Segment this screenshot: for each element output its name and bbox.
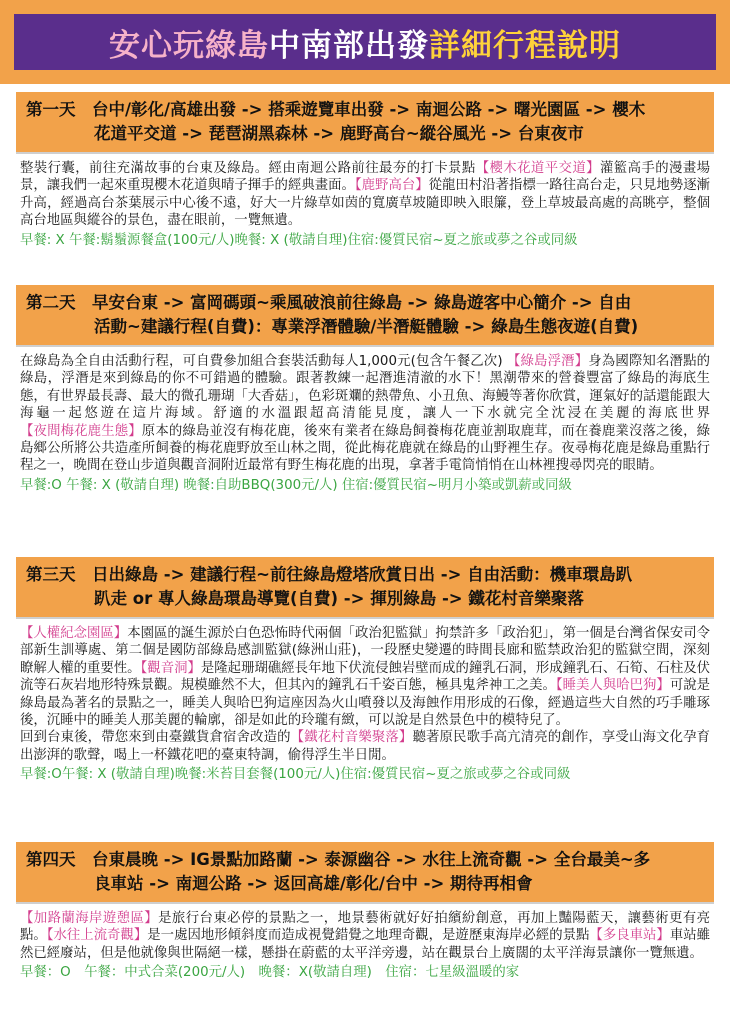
day-1-section xyxy=(16,92,714,250)
title-part-3: 詳細行程說明 xyxy=(429,27,621,64)
day-2-header-line2: 活動~建議行程(自費)：專業浮潛體驗/半潛艇體驗 -> 綠島生態夜遊(自費) xyxy=(94,317,639,336)
highlight-term: 【人權紀念園區】 xyxy=(20,626,128,641)
title-part-2: 中南部出發 xyxy=(269,27,429,64)
description-text: 是旅行台東必停的景點之一，地景藝術就好好拍繽紛創意，再加上豔陽藍天，讓藝術更有亮點。 xyxy=(20,911,711,944)
description-text: 車站雖然已經廢站，但是他就像與世隔絕一樣，懸掛在蔚藍的太平洋旁邊，站在觀景台上廣闊的太平洋海景讓你一覽無遺。 xyxy=(20,928,710,961)
day-2-section xyxy=(16,285,714,495)
day-1-header-line1: 第一天 台中/彰化/高雄出發 -> 搭乘遊覽車出發 -> 南迴公路 -> 曙光園區 -> 櫻木 xyxy=(26,100,646,119)
day-3-meals: 早餐:O午餐: X (敬請自理)晚餐:米苔目套餐(100元/人)住宿:優質民宿~夏之旅或夢之谷或同級 xyxy=(20,767,571,783)
day-2-meals: 早餐:O 午餐: X (敬請自理) 晚餐:自助BBQ(300元/人) 住宿:優質民宿~明月小築或凱薪或同級 xyxy=(20,477,572,493)
day-1-header-line2: 花道平交道 -> 琵琶湖黑森林 -> 鹿野高台~縱谷風光 -> 台東夜市 xyxy=(94,124,584,143)
day-1-meals: 早餐: X 午餐:鬍鬚源餐盒(100元/人)晚餐: X (敬請自理)住宿:優質民宿~夏之旅或夢之谷或同級 xyxy=(20,232,578,248)
description-text: 原本的綠島並沒有梅花鹿，後來有業者在綠島飼養梅花鹿並割取鹿茸，而在養鹿業沒落之後，綠島鄉公所將公共造產所飼養的梅花鹿野放至山林之間，從此梅花鹿就在綠島的山野裡生存。夜尋梅花鹿是綠島重點行程之一，晚間在登山步道與觀音洞附近最常有野生梅花鹿的出現，拿著手電筒悄悄在山林裡搜尋閃亮的眼睛。 xyxy=(20,423,711,474)
description-text: 本園區的誕生源於白色恐怖時代兩個「政治犯監獄」拘禁許多「政治犯」，第一個是台灣省保安司令部新生訓導處、第二個是國防部綠島感訓監獄(綠洲山莊)，一段歷史變遷的時間長廊和監禁政治犯的監獄空間，深刻瞭解人權的重要性。 xyxy=(20,626,711,676)
highlight-term: 【夜間梅花鹿生態】 xyxy=(20,423,142,439)
highlight-term: 【綠島浮潛】 xyxy=(506,354,589,369)
description-text: 在綠島為全自由活動行程，可自費參加組合套裝活動每人1,000元(包含午餐乙次) xyxy=(20,354,507,369)
description-text: 聽著原民歌手高亢清亮的創作，享受山海文化孕育出澎湃的歌聲，喝上一杯鐵花吧的臺東特調，偷得浮生半日閒。 xyxy=(20,730,711,763)
day-1-description xyxy=(16,154,714,230)
title-banner xyxy=(0,0,730,84)
description-text: 整裝行囊，前往充滿故事的台東及綠島。經由南迴公路前往最夯的打卡景點 xyxy=(20,161,476,176)
day-3-section xyxy=(16,557,714,784)
day-2-header-line1: 第二天 早安台東 -> 富岡碼頭~乘風破浪前往綠島 -> 綠島遊客中心簡介 -> 自由 xyxy=(26,293,632,312)
day-2-header xyxy=(16,285,714,347)
description-text: 身為國際知名潛點的綠島，浮潛是來到綠島的你不可錯過的體驗。跟著教練一起潛進清澈的水下！黑潮帶來的營養豐富了綠島的海底生態，有世界最長壽、最大的微孔珊瑚「大香菇」，色彩斑斕的熱帶魚、小丑魚、海鰻等著你欣賞，運氣好的話還能跟大海龜一起悠遊在這片海域。舒適的水溫跟超高清能見度，讓人一下水就完全沈浸在美麗的海底世界 xyxy=(20,354,711,422)
day-4-meals: 早餐：O 午餐：中式合菜(200元/人) 晚餐：X(敬請自理) 住宿：七星級溫暖的家 xyxy=(20,965,520,981)
day-2-description xyxy=(16,347,714,475)
day-4-header-line2: 良車站 -> 南迴公路 -> 返回高雄/彰化/台中 -> 期待再相會 xyxy=(94,874,533,893)
description-text: 可說是綠島最為著名的景點之一，睡美人與哈巴狗這座因為火山噴發以及海蝕作用形成的石像，經過這些大自然的巧手雕琢後，沉睡中的睡美人那美麗的輪廓，卻是如此的玲瓏有緻，可以說是自然景色中的模特兒了。 xyxy=(20,678,710,729)
highlight-term: 【櫻木花道平交道】 xyxy=(475,161,600,176)
description-text: 是隆起珊瑚礁經長年地下伏流侵蝕岩壁而成的鐘乳石洞，形成鐘乳石、石筍、石柱及伏流等石灰岩地形特殊景觀。規模雖然不大，但其內的鐘乳石千姿百態，極具鬼斧神工之美。 xyxy=(20,660,711,694)
day-3-header-line2: 趴走 or 專人綠島環島導覽(自費) -> 揮別綠島 -> 鐵花村音樂聚落 xyxy=(94,589,584,608)
highlight-term: 【多良車站】 xyxy=(589,928,670,944)
day-4-section xyxy=(16,842,714,982)
day-4-header xyxy=(16,842,714,904)
description-text: 是一處因地形傾斜度而造成視覺錯覺之地理奇觀，是遊歷東海岸必經的景點 xyxy=(147,928,590,944)
day-3-header-line1: 第三天 日出綠島 -> 建議行程~前往綠島燈塔欣賞日出 -> 自由活動：機車環島趴 xyxy=(26,565,633,584)
day-3-description xyxy=(16,619,714,764)
day-4-description xyxy=(16,904,714,962)
day-4-header-line1: 第四天 台東晨晚 -> IG景點加路蘭 -> 泰源幽谷 -> 水往上流奇觀 -> 全台最美~多 xyxy=(26,850,651,869)
highlight-term: 【睡美人與哈巴狗】 xyxy=(555,678,670,694)
description-text: 從龍田村沿著指標一路往高台走，只見地勢逐漸升高，經過高台茶葉展示中心後不遠，好大一片綠草如茵的寬廣草坡隨即映入眼簾，登上草坡最高處的高眺亭，整個高台地區與縱谷的景色，盡在眼前，一覽無遺。 xyxy=(20,178,710,229)
description-text: 灌籃高手的漫畫場景，讓我們一起來重現櫻木花道與晴子揮手的經典畫面。 xyxy=(20,161,711,194)
day-1-header xyxy=(16,92,714,154)
highlight-term: 【觀音洞】 xyxy=(140,660,201,676)
title-part-1: 安心玩綠島 xyxy=(109,27,269,64)
description-text: 回到台東後，帶您來到由臺鐵貨倉宿舍改造的 xyxy=(20,730,291,746)
highlight-term: 【鹿野高台】 xyxy=(354,178,429,194)
day-3-header xyxy=(16,557,714,619)
highlight-term: 【水往上流奇觀】 xyxy=(46,928,148,944)
highlight-term: 【鐵花村音樂聚落】 xyxy=(290,730,413,746)
page-title xyxy=(14,14,716,70)
highlight-term: 【加路蘭海岸遊憩區】 xyxy=(20,911,159,926)
